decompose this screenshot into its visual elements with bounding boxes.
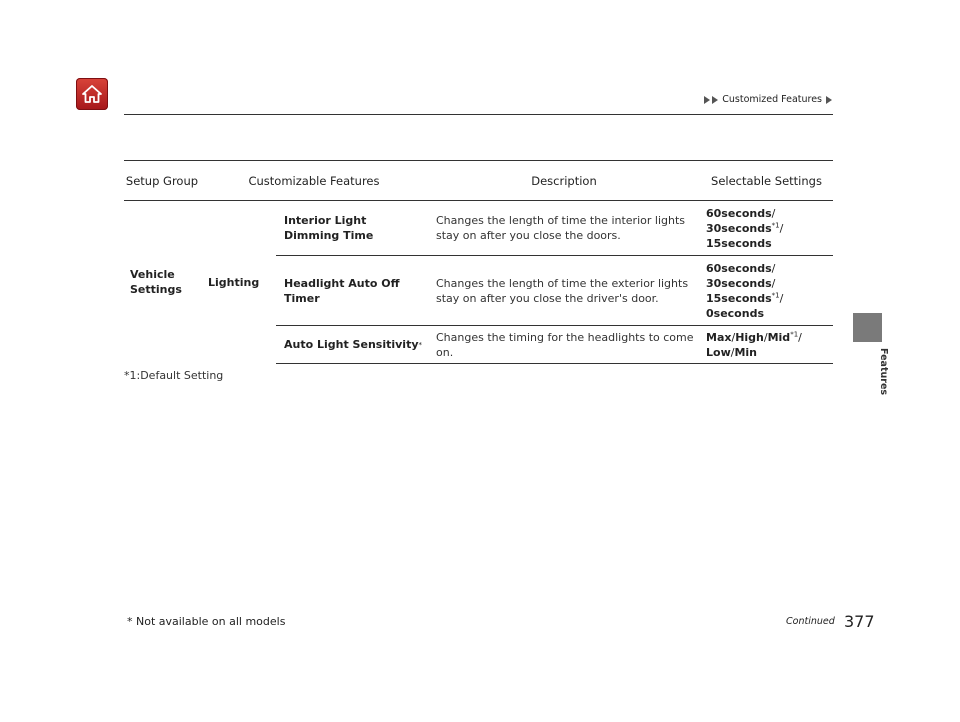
table-body (124, 201, 833, 363)
setting-option: High (735, 330, 764, 344)
table-row (276, 326, 833, 364)
setting-option: Min (734, 345, 758, 359)
home-button[interactable] (76, 78, 108, 110)
selectable-settings (706, 256, 832, 325)
breadcrumb[interactable] (704, 94, 832, 105)
setting-suffix: / (771, 261, 776, 275)
section-tab-label: Features (878, 348, 889, 396)
settings-table (124, 160, 833, 363)
setting-option: 30seconds (706, 276, 772, 290)
setting-suffix: $^{*1}$/ (771, 220, 784, 235)
header-divider (124, 114, 833, 115)
breadcrumb-arrow-icon (712, 96, 718, 104)
table-row (276, 201, 833, 256)
setting-suffix: $^{*1}$/ (771, 290, 784, 305)
header-selectable-settings: Selectable Settings (711, 173, 822, 188)
feature-description: Changes the length of time the exterior lights stay on after you close the driver's door. (436, 276, 689, 305)
header-setup-group: Setup Group (125, 173, 199, 188)
setting-option: Mid (767, 330, 791, 344)
continued-label: Continued (786, 616, 835, 627)
selectable-settings: Max/High/Mid$^{*1}$/ Low/Min (706, 329, 802, 359)
default-setting-footnote: *1:Default Setting (124, 369, 224, 382)
setting-option: 30seconds (706, 221, 772, 235)
table-row (276, 256, 833, 326)
setup-group-cell (130, 201, 200, 363)
breadcrumb-label: Customized Features (722, 94, 822, 105)
setting-option: Max (706, 330, 732, 344)
setting-suffix: / (771, 276, 776, 290)
feature-name: Auto Light Sensitivity (284, 338, 419, 351)
feature-name: Headlight Auto Off Timer (284, 276, 400, 305)
header-description: Description (531, 173, 597, 188)
sub-group-cell (208, 201, 278, 363)
header-customizable-features: Customizable Features (248, 173, 380, 188)
page-number: 377 (844, 612, 875, 631)
home-icon (81, 83, 103, 105)
section-tab-marker[interactable] (853, 313, 882, 342)
feature-name-wrap: Auto Light Sensitivity * (284, 338, 422, 351)
setup-group-label: Vehicle Settings (130, 268, 182, 296)
table-header-row (124, 160, 833, 201)
feature-name: Interior Light Dimming Time (284, 214, 374, 242)
setting-option: Low (706, 345, 731, 359)
feature-description: Changes the timing for the headlights to come on. (436, 330, 694, 359)
breadcrumb-arrow-icon (704, 96, 710, 104)
setting-option: 60seconds (706, 206, 772, 220)
sub-group-label: Lighting (208, 275, 260, 289)
setting-option: 60seconds (706, 261, 772, 275)
breadcrumb-arrow-icon (826, 96, 832, 104)
availability-note: * Not available on all models (127, 615, 286, 628)
setting-suffix: / (771, 206, 776, 220)
selectable-settings (706, 201, 832, 255)
setting-option: 15seconds (706, 236, 772, 250)
setting-option: 15seconds (706, 291, 772, 305)
setting-option: 0seconds (706, 306, 764, 320)
feature-rows (276, 201, 833, 363)
feature-description: Changes the length of time the interior lights stay on after you close the doors. (436, 214, 685, 242)
